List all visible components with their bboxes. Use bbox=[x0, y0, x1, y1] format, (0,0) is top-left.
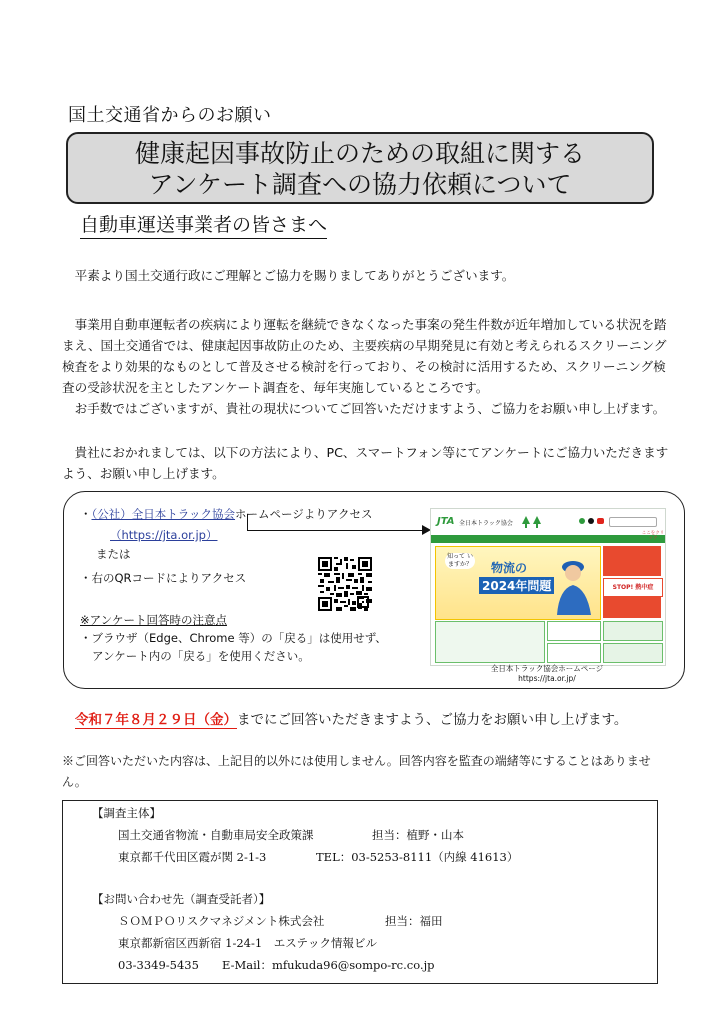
inquiry-tel: 03-3349-5435 bbox=[118, 958, 199, 972]
purpose-text: 事業用自動車運転者の疾病により運転を継続できなくなった事案の発生件数が近年増加している状況を踏まえ、国土交通省では、健康起因事故防止のため、主要疾病の早期発見に有効と考えられるスクリーニング検査をより効果的なものとして普及させる検討を行っており、その検討に活用するため、スクリーニング検査の受診状況を主としたアンケート調査を、毎年実施しているところです。 bbox=[62, 317, 667, 395]
tree-logo-icon bbox=[521, 515, 543, 529]
inquiry-address: 東京都新宿区西新宿 1-24-1 エステック情報ビル bbox=[118, 936, 377, 950]
greeting-paragraph: 平素より国土交通行政にご理解とご協力を賜りましてありがとうございます。 bbox=[74, 268, 515, 283]
arrow-connector bbox=[247, 530, 425, 531]
qr-code-icon[interactable] bbox=[318, 557, 372, 611]
document-title-box bbox=[66, 132, 654, 204]
site-tiles-left[interactable] bbox=[435, 621, 545, 663]
site-tile-c[interactable] bbox=[603, 621, 663, 641]
side-banner-red-2[interactable] bbox=[603, 597, 661, 618]
jta-logo: JTA bbox=[437, 516, 455, 527]
site-caption-title: 全日本トラック協会ホームページ bbox=[490, 664, 604, 673]
site-search-input[interactable] bbox=[609, 517, 657, 527]
site-tile-d[interactable] bbox=[603, 643, 663, 663]
addressee-heading: 自動車運送事業者の皆さまへ bbox=[80, 210, 327, 239]
jta-website-link[interactable]: （公社）全日本トラック協会 bbox=[91, 507, 236, 521]
here-label: ここをクリック bbox=[641, 531, 665, 541]
site-caption-url: https://jta.or.jp/ bbox=[518, 674, 576, 683]
inquiry-person: 担当：福田 bbox=[385, 914, 443, 928]
access-website-line bbox=[80, 505, 372, 524]
banner-title-1: 物流の bbox=[491, 561, 528, 575]
privacy-note: ※ご回答いただいた内容は、上記目的以外には使用しません。回答内容を監査の端緒等にすることはありません。 bbox=[62, 754, 651, 789]
document-title-line2: アンケート調査への協力依頼について bbox=[148, 170, 572, 199]
driver-photo-icon bbox=[549, 549, 597, 615]
survey-person: 担当：植野・山本 bbox=[372, 828, 464, 842]
inquiry-email[interactable]: E-Mail：mfukuda96@sompo-rc.co.jp bbox=[222, 958, 435, 972]
site-tile-b[interactable] bbox=[547, 643, 601, 663]
site-tile-a[interactable] bbox=[547, 621, 601, 641]
inquiry-org: ＳＯＭＰＯリスクマネジメント株式会社 bbox=[118, 914, 325, 928]
purpose-paragraph bbox=[62, 314, 672, 419]
site-caption bbox=[430, 664, 664, 684]
jta-website-screenshot[interactable] bbox=[430, 508, 666, 666]
or-text: または bbox=[96, 547, 131, 561]
line-icon[interactable] bbox=[579, 518, 585, 524]
jta-url-link[interactable]: （https://jta.or.jp） bbox=[110, 528, 218, 542]
caution-line-2: アンケート内の「戻る」を使用ください。 bbox=[92, 649, 310, 663]
jta-url-line bbox=[110, 526, 218, 545]
site-org-name: 全日本トラック協会 bbox=[459, 520, 513, 527]
qr-access-text: ・右のQRコードによりアクセス bbox=[80, 571, 247, 585]
survey-address: 東京都千代田区霞が関 2-1-3 bbox=[118, 850, 267, 864]
side-banner-heatstroke[interactable]: STOP! 熱中症 bbox=[603, 578, 663, 597]
bullet: ・ bbox=[80, 507, 92, 521]
banner-title-2: 2024年問題 bbox=[479, 577, 554, 594]
caution-title: ※アンケート回答時の注意点 bbox=[80, 613, 227, 627]
arrow-connector-vertical bbox=[247, 514, 248, 530]
survey-org: 国土交通省物流・自動車局安全政策課 bbox=[118, 828, 314, 842]
request-text: お手数ではございますが、貴社の現状についてご回答いただけますよう、ご協力をお願い申し上げます。 bbox=[74, 401, 666, 416]
survey-header: 【調査主体】 bbox=[92, 806, 161, 820]
access-website-suffix: ホームページよりアクセス bbox=[235, 507, 373, 521]
side-banner-red[interactable] bbox=[603, 546, 661, 576]
deadline-text: までにご回答いただきますよう、ご協力をお願い申し上げます。 bbox=[237, 712, 628, 728]
youtube-icon[interactable] bbox=[597, 518, 604, 524]
site-nav-bar[interactable] bbox=[431, 535, 665, 543]
caution-line-1: ・ブラウザ（Edge、Chrome 等）の「戻る」は使用せず、 bbox=[80, 631, 387, 645]
ministry-request-label: 国土交通省からのお願い bbox=[68, 105, 272, 126]
inquiry-header: 【お問い合わせ先（調査受託者）】 bbox=[92, 892, 271, 906]
banner-small-text: 知って いますか？ bbox=[445, 553, 475, 569]
survey-tel: TEL：03-5253-8111（内線 41613） bbox=[316, 850, 519, 864]
method-paragraph: 貴社におかれましては、以下の方法により、PC、スマートフォン等にてアンケートにご協力いただきますよう、お願い申し上げます。 bbox=[62, 445, 669, 481]
x-icon[interactable] bbox=[588, 518, 594, 524]
document-title-line1: 健康起因事故防止のための取組に関する bbox=[134, 139, 585, 168]
deadline-date: 令和７年８月２９日（金） bbox=[75, 712, 237, 728]
deadline-line bbox=[75, 708, 627, 728]
